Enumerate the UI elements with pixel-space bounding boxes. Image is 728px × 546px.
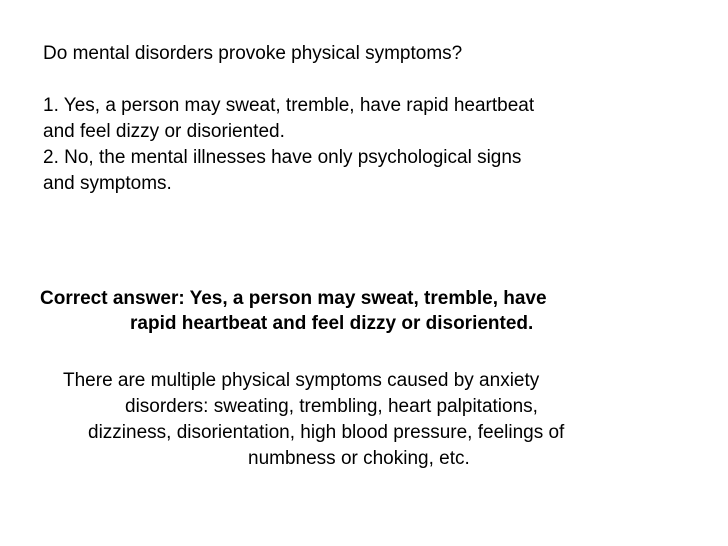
correct-answer-line-2: rapid heartbeat and feel dizzy or disoriented.	[130, 313, 534, 334]
option-2-line-2: and symptoms.	[43, 173, 172, 194]
explanation-block	[40, 368, 720, 472]
question-block	[43, 41, 713, 197]
explanation-line-2: disorders: sweating, trembling, heart palpitations,	[125, 396, 538, 417]
option-1-line-2: and feel dizzy or disoriented.	[43, 121, 285, 142]
correct-answer-block	[40, 286, 720, 336]
explanation-line-1: There are multiple physical symptoms caused by anxiety	[63, 370, 540, 391]
explanation-line-4: numbness or choking, etc.	[248, 448, 470, 469]
option-2-line-1: 2. No, the mental illnesses have only psychological signs	[43, 147, 522, 168]
question-title: Do mental disorders provoke physical symptoms?	[43, 43, 463, 64]
option-1-line-1: 1. Yes, a person may sweat, tremble, have rapid heartbeat	[43, 95, 535, 116]
spacer	[43, 67, 713, 93]
correct-answer-line-1: Correct answer: Yes, a person may sweat, tremble, have	[40, 288, 547, 309]
explanation-line-3: dizziness, disorientation, high blood pressure, feelings of	[88, 422, 565, 443]
